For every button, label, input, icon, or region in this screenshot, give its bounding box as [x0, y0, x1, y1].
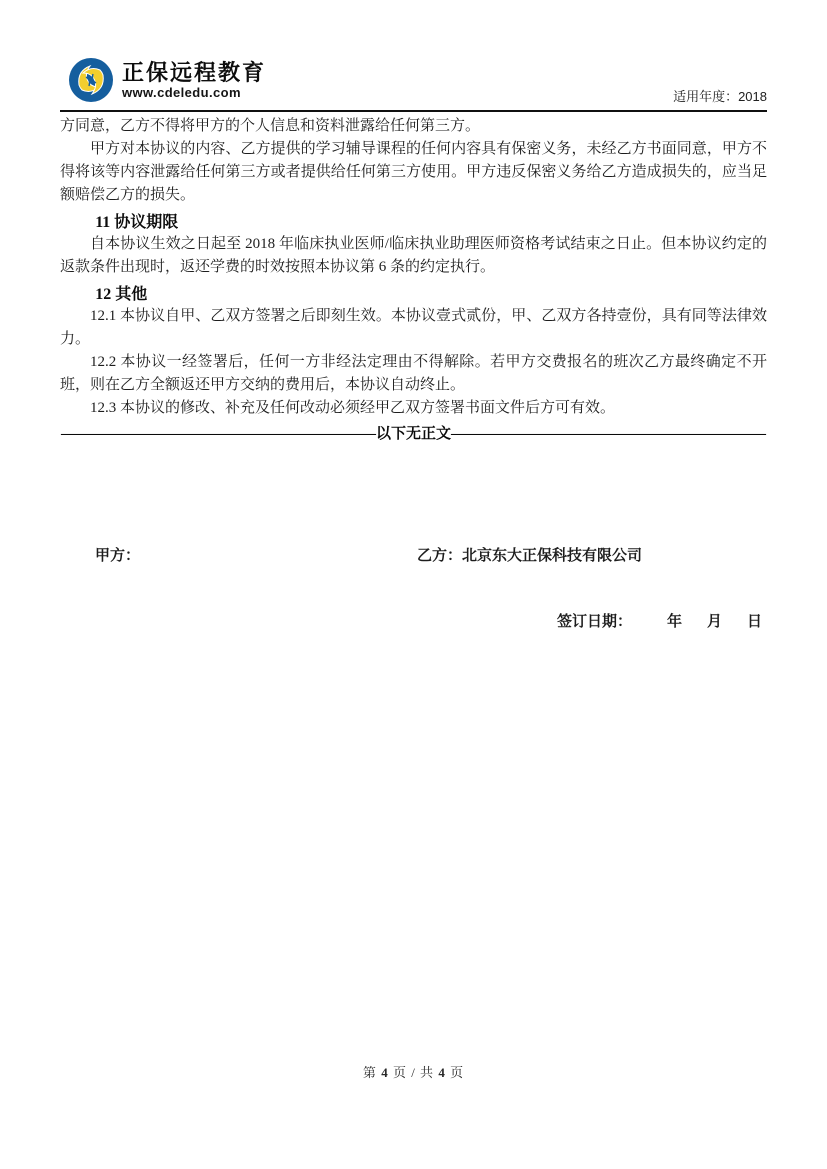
year-label: 年	[667, 614, 683, 630]
brand-website: www.cdeledu.com	[122, 84, 241, 100]
end-of-text-divider: —————————————————————以下无正文—————————————————————	[60, 426, 766, 442]
party-a-label: 甲方：	[95, 548, 141, 564]
confidentiality-paragraph: 甲方对本协议的内容、乙方提供的学习辅导课程的任何内容具有保密义务，未经乙方书面同意，甲方不得将该等内容泄露给任何第三方或者提供给任何第三方使用。甲方违反保密义务给乙方造成损失的，应当足额赔偿乙方的损失。	[60, 141, 767, 203]
day-label: 日	[747, 614, 763, 630]
footer-page-number: 4	[381, 1065, 389, 1080]
footer-middle: 页 / 共	[388, 1065, 439, 1080]
page-footer	[0, 1062, 827, 1081]
zhengbao-logo-icon	[68, 57, 114, 103]
brand-name: 正保远程教育	[122, 59, 267, 85]
signing-date-label: 签订日期：	[557, 614, 633, 630]
document-body	[60, 110, 767, 446]
section-11-paragraph: 自本协议生效之日起至 2018 年临床执业医师/临床执业助理医师资格考试结束之日止。但本协议约定的返款条件出现时，返还学费的时效按照本协议第 6 条的约定执行。	[60, 236, 767, 275]
brand-text	[122, 61, 266, 100]
party-b-label: 乙方：北京东大正保科技有限公司	[417, 548, 643, 564]
brand	[68, 57, 266, 103]
clause-12-3: 12.3 本协议的修改、补充及任何改动必须经甲乙双方签署书面文件后方可有效。	[90, 400, 616, 416]
footer-prefix: 第	[362, 1065, 382, 1080]
clause-12-1: 12.1 本协议自甲、乙双方签署之后即刻生效。本协议壹式贰份，甲、乙双方各持壹份，具有同等法律效力。	[60, 308, 767, 347]
footer-suffix: 页	[445, 1065, 465, 1080]
signing-date-row	[60, 610, 767, 630]
continuation-paragraph: 方同意，乙方不得将甲方的个人信息和资料泄露给任何第三方。	[60, 118, 481, 134]
page-header	[60, 0, 767, 112]
section-12-heading: 12 其他	[95, 286, 148, 303]
month-label: 月	[707, 614, 723, 630]
signature-row	[60, 544, 767, 564]
section-11-heading: 11 协议期限	[95, 214, 179, 231]
applicable-year-label: 适用年度：2018	[673, 89, 767, 104]
footer-total-pages: 4	[438, 1065, 446, 1080]
clause-12-2: 12.2 本协议一经签署后，任何一方非经法定理由不得解除。若甲方交费报名的班次乙方最终确定不开班，则在乙方全额返还甲方交纳的费用后，本协议自动终止。	[60, 354, 767, 393]
